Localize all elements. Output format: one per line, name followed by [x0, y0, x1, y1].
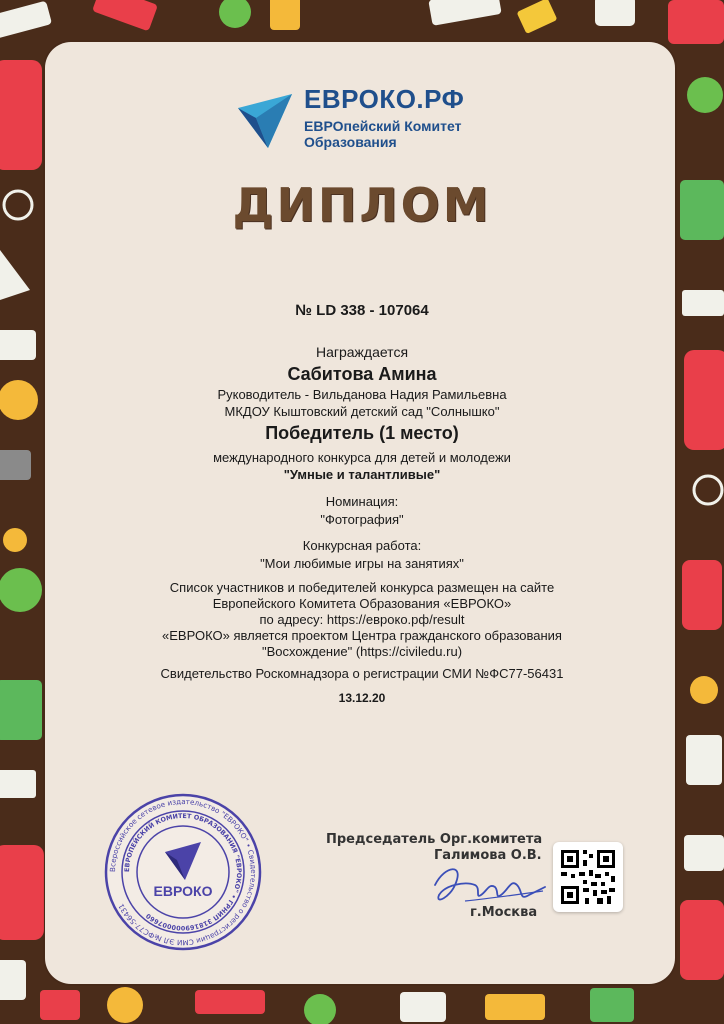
work-label: Конкурсная работа:: [302, 538, 422, 553]
info-line-4: «ЕВРОКО» является проектом Центра гражданского образования: [162, 628, 562, 643]
info-line-2: Европейского Комитета Образования «ЕВРОКО»: [212, 596, 512, 611]
stamp-brand: ЕВРОКО: [153, 883, 213, 899]
logo-subtitle-line2: Образования: [304, 134, 397, 150]
logo-subtitle-line1: ЕВРОпейский Комитет: [304, 118, 462, 134]
qr-code-icon: [553, 842, 623, 912]
contest-name: "Умные и талантливые": [283, 467, 441, 482]
signer-city: г.Москва: [470, 905, 538, 920]
info-line-5: "Восхождение" (https://civiledu.ru): [261, 644, 463, 659]
diploma-number: № LD 338 - 107064: [295, 302, 429, 319]
evroko-logo: [230, 80, 500, 160]
signer-name: Галимова О.В.: [434, 848, 542, 863]
logo-title: ЕВРОКО.РФ: [304, 84, 465, 114]
work-value: "Мои любимые игры на занятиях": [260, 556, 464, 571]
nomination-label: Номинация:: [325, 494, 399, 509]
info-line-1: Список участников и победителей конкурса размещен на сайте: [169, 580, 555, 595]
signer-position: Председатель Орг.комитета: [326, 832, 543, 847]
info-line-3: по адресу: https://евроко.рф/result: [259, 612, 465, 627]
institution-line: МКДОУ Кыштовский детский сад "Солнышко": [224, 404, 500, 419]
registration-line: Свидетельство Роскомнадзора о регистрации СМИ №ФС77-56431: [160, 666, 564, 681]
official-stamp: [103, 792, 263, 952]
logo-icon: [232, 88, 298, 154]
stamp-outer-text: Всероссийское сетевое издательство "ЕВРОКО" • Свидетельство о регистрации СМИ ЭЛ №ФС77-56431: [107, 796, 259, 948]
qr-code[interactable]: [553, 842, 623, 912]
diploma-title: ДИПЛОМ: [232, 178, 492, 232]
place-title: Победитель (1 место): [265, 423, 459, 443]
contest-description: международного конкурса для детей и молодежи: [213, 450, 511, 465]
logo-subtitle: [304, 118, 461, 150]
nomination-value: "Фотография": [320, 512, 404, 527]
awarded-label: Награждается: [315, 344, 409, 360]
stamp-inner-text: ЕВРОПЕЙСКИЙ КОМИТЕТ ОБРАЗОВАНИЯ "ЕВРОКО" • ГРНИП 318169000007660: [122, 811, 244, 933]
diploma-date: 13.12.20: [338, 691, 386, 705]
recipient-name: Сабитова Амина: [287, 364, 437, 384]
supervisor-line: Руководитель - Вильданова Надия Рамильевна: [217, 387, 507, 402]
